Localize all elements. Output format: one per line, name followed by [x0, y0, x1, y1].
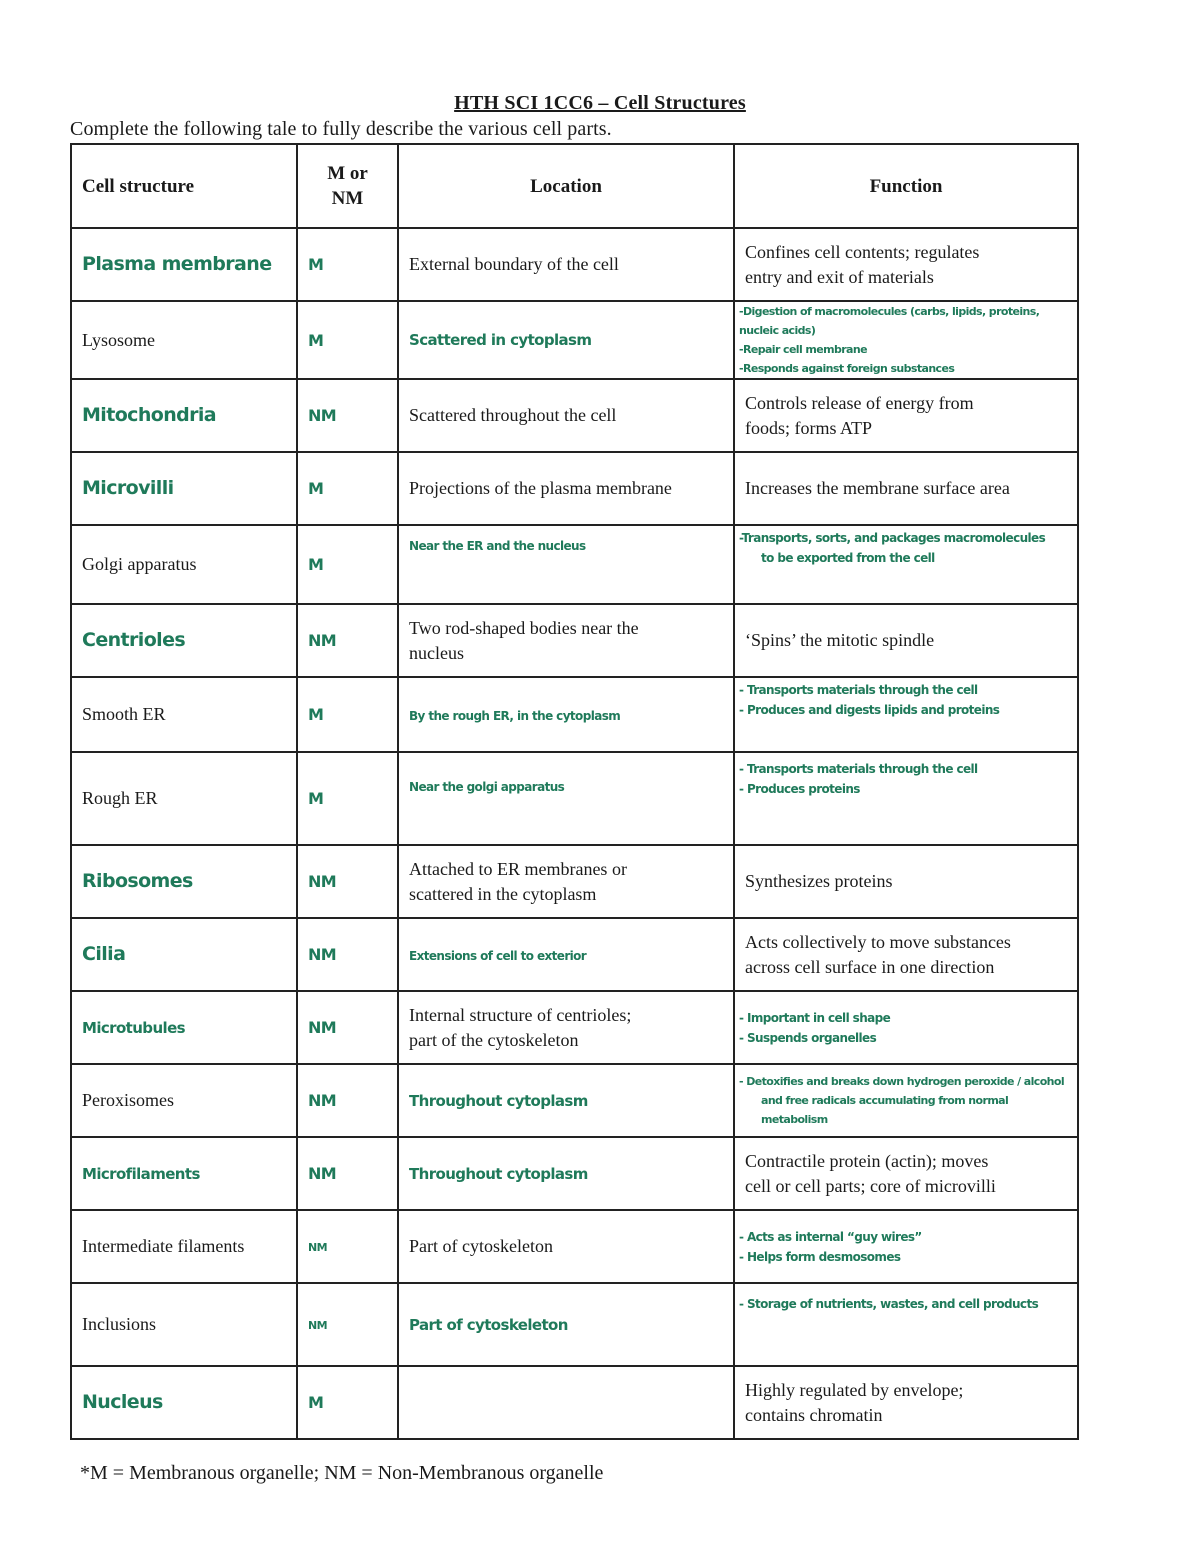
structure-name: Ribosomes: [82, 870, 193, 892]
location-cell: [398, 1366, 734, 1439]
location-cell: [398, 525, 734, 604]
location-line: scattered in the cytoplasm: [409, 883, 597, 904]
function-line: contains chromatin: [745, 1404, 883, 1425]
function-line: - Transports materials through the cell: [739, 762, 978, 776]
header-m-or-nm: [297, 144, 398, 228]
m-or-nm-cell: [297, 1210, 398, 1283]
structure-cell: [71, 1283, 297, 1366]
m-or-nm-value: NM: [308, 1164, 337, 1183]
structure-name: Inclusions: [82, 1314, 156, 1334]
m-or-nm-value: M: [308, 789, 324, 808]
structure-cell: [71, 452, 297, 525]
header-function: Function: [734, 144, 1078, 228]
m-or-nm-cell: [297, 379, 398, 452]
function-line: metabolism: [761, 1113, 828, 1126]
instructions: Complete the following tale to fully describe the various cell parts.: [70, 118, 612, 140]
function-line: Controls release of energy from: [745, 392, 974, 413]
function-cell: [734, 604, 1078, 677]
function-line: Increases the membrane surface area: [745, 478, 1010, 498]
location-text: External boundary of the cell: [409, 254, 619, 274]
table-row: [71, 228, 1078, 301]
structure-cell: [71, 604, 297, 677]
structure-cell: [71, 1210, 297, 1283]
location-line: Two rod-shaped bodies near the: [409, 617, 639, 638]
structure-cell: [71, 1064, 297, 1137]
function-line: -Responds against foreign substances: [739, 362, 955, 375]
structure-name: Golgi apparatus: [82, 554, 197, 574]
m-or-nm-cell: [297, 301, 398, 379]
location-cell: [398, 991, 734, 1064]
function-line: -Repair cell membrane: [739, 343, 867, 356]
structure-name: Plasma membrane: [82, 253, 272, 275]
m-or-nm-value: NM: [308, 1018, 337, 1037]
structure-cell: [71, 752, 297, 845]
function-cell: [734, 228, 1078, 301]
m-or-nm-cell: [297, 228, 398, 301]
function-line: -Digestion of macromolecules (carbs, lipids, proteins, nucleic acids): [739, 305, 1040, 337]
function-line: cell or cell parts; core of microvilli: [745, 1175, 996, 1196]
header-structure: Cell structure: [71, 144, 297, 228]
structure-name: Smooth ER: [82, 704, 166, 724]
table-row: [71, 452, 1078, 525]
header-m-or-nm-line2: NM: [331, 188, 364, 209]
function-cell: [734, 525, 1078, 604]
page-title: HTH SCI 1CC6 – Cell Structures: [454, 92, 746, 114]
structure-name: Peroxisomes: [82, 1090, 174, 1110]
location-text: Throughout cytoplasm: [409, 1164, 588, 1183]
structure-name: Microvilli: [82, 477, 174, 499]
function-line: - Important in cell shape: [739, 1010, 891, 1025]
function-cell: [734, 1283, 1078, 1366]
structure-cell: [71, 845, 297, 918]
structure-cell: [71, 379, 297, 452]
function-cell: [734, 301, 1078, 379]
structure-cell: [71, 1137, 297, 1210]
location-text: By the rough ER, in the cytoplasm: [409, 709, 621, 723]
location-line: part of the cytoskeleton: [409, 1029, 579, 1050]
m-or-nm-value: M: [308, 1393, 324, 1412]
header-m-or-nm-line1: M or: [327, 163, 368, 184]
m-or-nm-cell: [297, 845, 398, 918]
structure-name: Microfilaments: [82, 1164, 200, 1183]
m-or-nm-cell: [297, 1137, 398, 1210]
location-text: Scattered in cytoplasm: [409, 331, 592, 349]
table-row: [71, 991, 1078, 1064]
location-cell: [398, 752, 734, 845]
location-line: Internal structure of centrioles;: [409, 1004, 632, 1025]
location-text: Part of cytoskeleton: [409, 1315, 568, 1334]
function-line: entry and exit of materials: [745, 266, 934, 287]
function-cell: [734, 1366, 1078, 1439]
structure-cell: [71, 918, 297, 991]
structure-name: Nucleus: [82, 1391, 163, 1413]
m-or-nm-value: NM: [308, 631, 337, 650]
cell-structures-table: [70, 143, 1079, 1440]
function-cell: [734, 752, 1078, 845]
location-cell: [398, 228, 734, 301]
structure-cell: [71, 228, 297, 301]
m-or-nm-cell: [297, 918, 398, 991]
location-cell: [398, 452, 734, 525]
function-cell: [734, 991, 1078, 1064]
location-text: Near the ER and the nucleus: [409, 539, 586, 553]
table-row: [71, 1210, 1078, 1283]
function-cell: [734, 1064, 1078, 1137]
function-line: foods; forms ATP: [745, 417, 873, 438]
location-text: Part of cytoskeleton: [409, 1236, 553, 1256]
function-line: Confines cell contents; regulates: [745, 241, 980, 262]
table-header-row: [71, 144, 1078, 228]
function-cell: [734, 1137, 1078, 1210]
structure-cell: [71, 991, 297, 1064]
function-line: - Storage of nutrients, wastes, and cell products: [739, 1297, 1039, 1311]
m-or-nm-value: M: [308, 555, 324, 574]
function-cell: [734, 1210, 1078, 1283]
function-line: Contractile protein (actin); moves: [745, 1150, 989, 1171]
location-cell: [398, 845, 734, 918]
table-row: [71, 918, 1078, 991]
location-text: Projections of the plasma membrane: [409, 478, 672, 498]
location-line: Attached to ER membranes or: [409, 858, 627, 879]
table-row: [71, 677, 1078, 752]
function-cell: [734, 845, 1078, 918]
table-row: [71, 845, 1078, 918]
m-or-nm-value: M: [308, 330, 324, 350]
table-row: [71, 604, 1078, 677]
function-cell: [734, 677, 1078, 752]
structure-cell: [71, 301, 297, 379]
table-row: [71, 379, 1078, 452]
table-row: [71, 1283, 1078, 1366]
function-line: - Produces proteins: [739, 782, 860, 796]
function-line: ‘Spins’ the mitotic spindle: [745, 630, 935, 650]
function-line: Highly regulated by envelope;: [745, 1379, 964, 1400]
location-cell: [398, 379, 734, 452]
m-or-nm-value: NM: [308, 1319, 327, 1332]
header-location: Location: [398, 144, 734, 228]
location-cell: [398, 301, 734, 379]
function-cell: [734, 379, 1078, 452]
location-text: Throughout cytoplasm: [409, 1091, 588, 1110]
m-or-nm-cell: [297, 1064, 398, 1137]
structure-name: Lysosome: [82, 329, 156, 350]
location-text: Near the golgi apparatus: [409, 780, 565, 794]
location-text: Extensions of cell to exterior: [409, 949, 587, 963]
m-or-nm-value: NM: [308, 1241, 327, 1254]
function-cell: [734, 918, 1078, 991]
structure-name: Intermediate filaments: [82, 1236, 245, 1256]
function-line: across cell surface in one direction: [745, 956, 995, 977]
location-cell: [398, 918, 734, 991]
location-cell: [398, 1210, 734, 1283]
function-line: - Transports materials through the cell: [739, 683, 978, 697]
m-or-nm-value: NM: [308, 1091, 337, 1110]
m-or-nm-value: M: [308, 705, 324, 724]
location-cell: [398, 1283, 734, 1366]
table-row: [71, 1137, 1078, 1210]
location-cell: [398, 677, 734, 752]
table-row: [71, 301, 1078, 379]
m-or-nm-value: M: [308, 255, 324, 274]
m-or-nm-cell: [297, 752, 398, 845]
table-row: [71, 525, 1078, 604]
m-or-nm-cell: [297, 604, 398, 677]
m-or-nm-value: M: [308, 479, 324, 498]
m-or-nm-value: NM: [308, 872, 337, 891]
structure-name: Microtubules: [82, 1018, 185, 1037]
m-or-nm-cell: [297, 677, 398, 752]
function-line: to be exported from the cell: [761, 551, 935, 565]
structure-name: Rough ER: [82, 788, 158, 808]
location-cell: [398, 604, 734, 677]
location-cell: [398, 1137, 734, 1210]
m-or-nm-value: NM: [308, 406, 337, 425]
function-line: - Detoxifies and breaks down hydrogen peroxide / alcohol: [739, 1075, 1065, 1088]
m-or-nm-cell: [297, 991, 398, 1064]
m-or-nm-cell: [297, 452, 398, 525]
function-line: and free radicals accumulating from normal: [761, 1094, 1009, 1107]
table-row: [71, 1064, 1078, 1137]
location-text: Scattered throughout the cell: [409, 405, 617, 425]
structure-cell: [71, 525, 297, 604]
function-line: - Acts as internal “guy wires”: [739, 1229, 922, 1244]
footnote: *M = Membranous organelle; NM = Non-Membranous organelle: [80, 1462, 604, 1484]
structure-cell: [71, 677, 297, 752]
function-line: - Suspends organelles: [739, 1030, 877, 1045]
structure-name: Centrioles: [82, 629, 186, 651]
function-line: Acts collectively to move substances: [745, 931, 1011, 952]
table-row: [71, 752, 1078, 845]
structure-name: Mitochondria: [82, 404, 217, 426]
function-line: - Helps form desmosomes: [739, 1249, 901, 1264]
function-line: Synthesizes proteins: [745, 871, 893, 891]
m-or-nm-cell: [297, 525, 398, 604]
location-cell: [398, 1064, 734, 1137]
m-or-nm-cell: [297, 1366, 398, 1439]
structure-cell: [71, 1366, 297, 1439]
m-or-nm-value: NM: [308, 945, 337, 964]
m-or-nm-cell: [297, 1283, 398, 1366]
table-row: [71, 1366, 1078, 1439]
function-line: -Transports, sorts, and packages macromolecules: [739, 531, 1046, 545]
structure-name: Cilia: [82, 943, 126, 965]
function-cell: [734, 452, 1078, 525]
function-line: - Produces and digests lipids and proteins: [739, 703, 1000, 717]
location-line: nucleus: [409, 642, 464, 663]
